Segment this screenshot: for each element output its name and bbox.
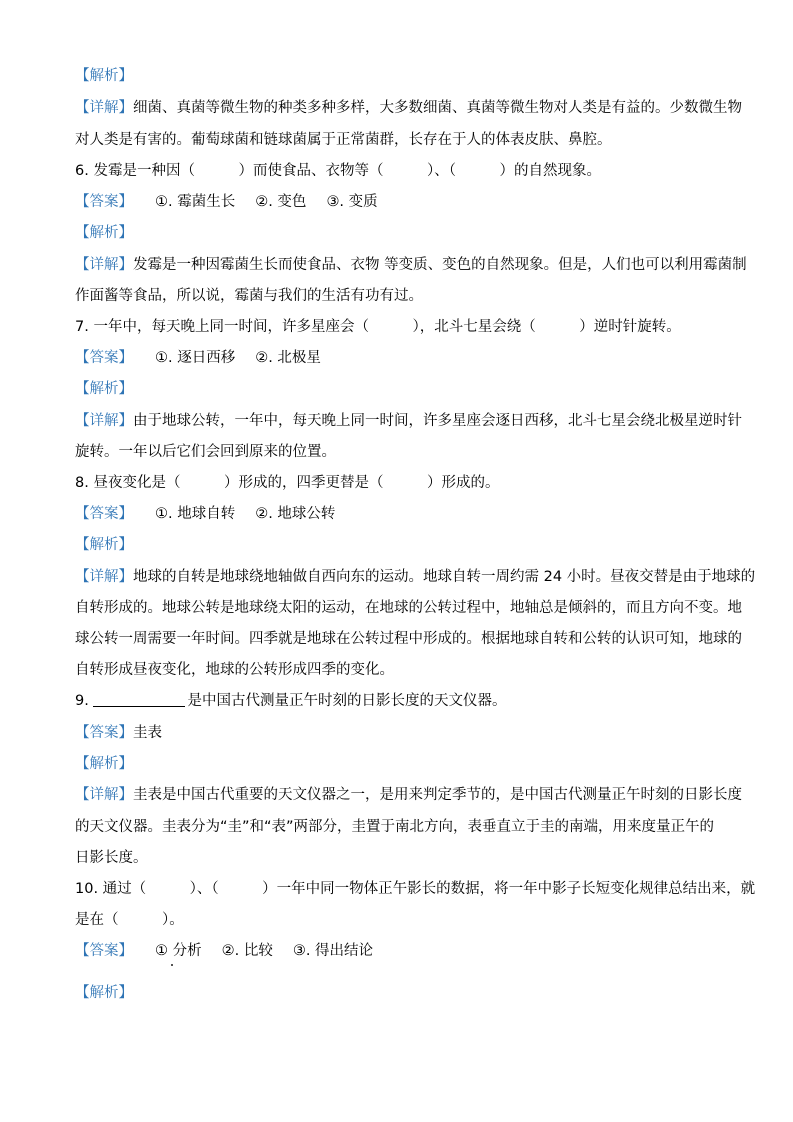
- detail-paragraph-cont: 旋转。一年以后它们会回到原来的位置。: [75, 444, 336, 460]
- question-7: 7. 一年中，每天晚上同一时间，许多星座会（ ），北斗七星会绕（ ）逆时针旋转。: [75, 319, 681, 335]
- detail-paragraph: 【详解】由于地球公转，一年中，每天晚上同一时间，许多星座会逐日西移，北斗七星会绕北极星逆时针: [75, 413, 742, 429]
- answer-row: 【答案】 ①. 逐日西移 ②. 北极星: [75, 350, 321, 366]
- detail-paragraph-cont: 自转形成昼夜变化，地球的公转形成四季的变化。: [75, 662, 394, 678]
- detail-paragraph-cont: 的天文仪器。圭表分为“圭”和“表”两部分，圭置于南北方向，表垂直立于圭的南端，用来度量正午的: [75, 819, 715, 835]
- question-10: 10. 通过（ ）、（ ）一年中同一物体正午影长的数据，将一年中影子长短变化规律总结出来，就: [75, 881, 756, 897]
- answer-option: ①. 霉菌生长: [155, 194, 236, 210]
- analysis-heading: 【解析】: [75, 756, 133, 772]
- question-9: 9. 是中国古代测量正午时刻的日影长度的天文仪器。: [75, 693, 507, 709]
- answer-option: ①. 逐日西移: [155, 350, 236, 366]
- analysis-heading: 【解析】: [75, 985, 133, 1001]
- answer-option: ③. 变质: [326, 194, 378, 210]
- question-10-cont: 是在（ ）。: [75, 912, 184, 928]
- answer-option: ②. 地球公转: [255, 506, 336, 522]
- detail-paragraph-cont: 日影长度。: [75, 850, 148, 866]
- fill-blank: [93, 692, 185, 707]
- detail-paragraph: 【详解】地球的自转是地球绕地轴做自西向东的运动。地球自转一周约需 24 小时。昼夜交替是由于地球的: [75, 569, 756, 585]
- question-6: 6. 发霉是一种因（ ）而使食品、衣物等（ ）、（ ）的自然现象。: [75, 163, 601, 179]
- analysis-heading: 【解析】: [75, 537, 133, 553]
- answer-row: 【答案】 ①. 地球自转 ②. 地球公转: [75, 506, 336, 522]
- analysis-heading: 【解析】: [75, 68, 133, 84]
- detail-paragraph-cont: 球公转一周需要一年时间。四季就是地球在公转过程中形成的。根据地球自转和公转的认识可知，地球的: [75, 631, 742, 647]
- answer-row: 【答案】圭表: [75, 725, 162, 741]
- answer-option: ②. 比较: [221, 943, 273, 959]
- detail-paragraph: 【详解】圭表是中国古代重要的天文仪器之一，是用来判定季节的，是中国古代测量正午时刻的日影长度: [75, 787, 742, 803]
- answer-option: ①. 地球自转: [155, 506, 236, 522]
- answer-option: ③. 得出结论: [292, 943, 374, 959]
- stray-dot: [171, 964, 173, 966]
- detail-paragraph-cont: 对人类是有害的。葡萄球菌和链球菌属于正常菌群，长存在于人的体表皮肤、鼻腔。: [75, 132, 612, 148]
- answer-option: ① 分析: [155, 943, 202, 959]
- analysis-heading: 【解析】: [75, 225, 133, 241]
- answer-row: 【答案】 ① 分析 ②. 比较 ③. 得出结论: [75, 943, 374, 959]
- question-8: 8. 昼夜变化是（ ）形成的，四季更替是（ ）形成的。: [75, 475, 500, 491]
- answer-option: ②. 北极星: [255, 350, 321, 366]
- answer-option: ②. 变色: [255, 194, 307, 210]
- detail-paragraph: 【详解】细菌、真菌等微生物的种类多种多样，大多数细菌、真菌等微生物对人类是有益的。少数微生物: [75, 100, 742, 116]
- detail-paragraph-cont: 作面酱等食品，所以说，霉菌与我们的生活有功有过。: [75, 288, 423, 304]
- answer-row: 【答案】 ①. 霉菌生长 ②. 变色 ③. 变质: [75, 194, 378, 210]
- detail-paragraph: 【详解】发霉是一种因霉菌生长而使食品、衣物 等变质、变色的自然现象。但是，人们也可以利用霉菌制: [75, 257, 747, 273]
- detail-paragraph-cont: 自转形成的。地球公转是地球绕太阳的运动，在地球的公转过程中，地轴总是倾斜的，而且方向不变。地: [75, 600, 742, 616]
- analysis-heading: 【解析】: [75, 381, 133, 397]
